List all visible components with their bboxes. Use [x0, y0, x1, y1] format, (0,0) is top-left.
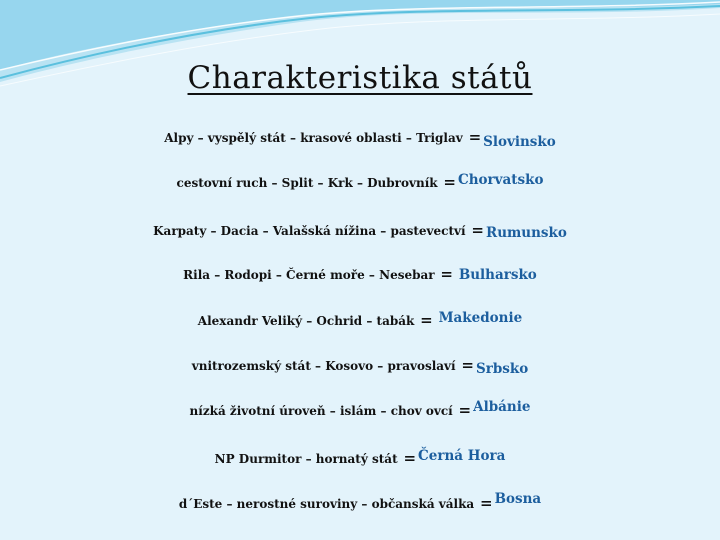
list-item: [0, 449, 720, 467]
equals-sign: =: [443, 173, 456, 191]
list-item: [0, 356, 720, 377]
equals-sign: =: [440, 265, 453, 283]
answer-text: Černá Hora: [418, 448, 506, 464]
clue-text: Alexandr Veliký – Ochrid – tabák: [197, 314, 415, 328]
clue-text: NP Durmitor – hornatý stát: [214, 452, 398, 466]
equals-sign: =: [461, 356, 474, 374]
equals-sign: =: [458, 401, 472, 419]
answer-text: Bulharsko: [458, 267, 537, 283]
list-item: [0, 221, 720, 239]
clue-text: Alpy – vyspělý stát – krasové oblasti – Triglav: [164, 131, 463, 145]
clue-text: Rila – Rodopi – Černé moře – Nesebar: [183, 268, 435, 282]
answer-text: Makedonie: [438, 310, 523, 326]
clue-text: vnitrozemský stát – Kosovo – pravoslaví: [191, 359, 456, 373]
equals-sign: =: [468, 128, 482, 146]
list-item: [0, 311, 720, 329]
answer-text: Bosna: [494, 491, 542, 507]
clue-text: Karpaty – Dacia – Valašská nížina – pastevectví: [153, 224, 466, 238]
equals-sign: =: [403, 449, 417, 467]
equals-sign: =: [420, 311, 433, 329]
clue-text: d´Este – nerostné suroviny – občanská válka: [178, 497, 475, 511]
page-title: Charakteristika států: [187, 60, 533, 96]
list-item: [0, 265, 720, 283]
answer-text: Srbsko: [475, 361, 529, 377]
equals-sign: =: [480, 494, 493, 512]
clue-text: nízká životní úroveň – islám – chov ovcí: [189, 404, 453, 418]
list-item: [0, 491, 720, 512]
equals-sign: =: [471, 221, 484, 239]
answer-text: Rumunsko: [485, 225, 567, 241]
list-item: [0, 173, 720, 191]
answer-text: Slovinsko: [483, 134, 556, 150]
answer-text: Albánie: [473, 399, 531, 415]
clue-text: cestovní ruch – Split – Krk – Dubrovník: [176, 176, 438, 190]
answer-text: Chorvatsko: [457, 172, 544, 188]
list-item: [0, 401, 720, 419]
list-item: [0, 128, 720, 150]
